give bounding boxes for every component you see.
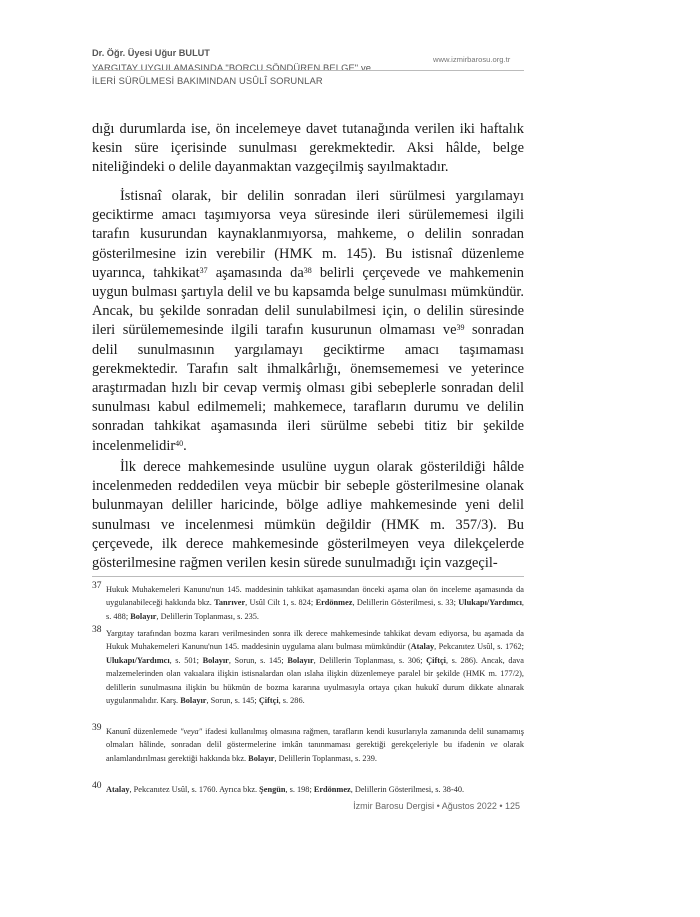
text-run: , Delillerin Gösterilmesi, s. 33; bbox=[352, 598, 459, 608]
text-run: ifadesi kullanılmış olmasına rağmen, tarafların kendi kusurlarıyla zamanında delil sunamamış olmaları hâlinde, sonradan delil göstermelerine imkân tanınmaması gerektiği gerekçeleriyle bu ifadenin bbox=[106, 727, 525, 750]
footnote-text bbox=[106, 583, 524, 623]
footnote-text bbox=[106, 725, 524, 765]
text-run: Hukuk Muhakemeleri Kanunu'nun 145. maddesinin tahkikat aşamasından önceki aşama olan ön inceleme aşamasında da uygulanabileceği hakkında bkz. bbox=[106, 585, 524, 608]
text-run: , s. 488; bbox=[106, 598, 524, 621]
text-run: , s. 286). Ancak, dava malzemelerinden olan vakıalara ilişkin istisnalardan olan ıslaha ilişkin düzenlemeye paralel bir şekilde (HMK m. 177/2), delillerin sunulmasına ilişkin bu hükmün de bozma kararına uyulmasıyla ortaya çıkan hukukî durum dikkate alınarak uygulanmalıdır. Karş. bbox=[106, 655, 524, 706]
footnote-text bbox=[106, 783, 524, 796]
cited-author: Bolayır bbox=[248, 753, 275, 763]
quoted-term: "veya" bbox=[180, 727, 203, 736]
body-paragraph-3 bbox=[92, 458, 524, 573]
cited-author: Atalay bbox=[410, 642, 435, 652]
body-paragraph-1 bbox=[92, 120, 524, 178]
text-run: Kanunî düzenlemede bbox=[106, 727, 180, 736]
page-footer: İzmir Barosu Dergisi • Ağustos 2022 • 125 bbox=[353, 801, 520, 811]
text-run: belirli çerçevede ve mahkemenin uygun bulması şartıyla delil ve bu kapsamda belge sunulması mümkündür. Ancak, bu şekilde sonradan delil sunulabilmesi için, o delilin süresinde ileri sürülememesinde ilgili tarafın kusurunun olmaması ve bbox=[92, 264, 524, 339]
quoted-term: ve bbox=[490, 740, 498, 750]
text-run: . bbox=[183, 437, 187, 454]
footnote-40 bbox=[92, 783, 524, 796]
cited-author: Erdönmez bbox=[315, 598, 353, 608]
body-paragraph-2 bbox=[92, 187, 524, 456]
website-url[interactable]: www.izmirbarosu.org.tr bbox=[433, 55, 511, 64]
text-run: , Pekcanıtez Usûl, s. 1762; bbox=[434, 642, 524, 652]
article-title-line2: İLERİ SÜRÜLMESİ BAKIMINDAN USÛLÎ SORUNLAR bbox=[92, 75, 323, 86]
text-run: olarak anlamlandırılması gerektiği hakkında bkz. bbox=[106, 740, 524, 763]
footnote-ref-40[interactable]: 40 bbox=[175, 438, 184, 448]
cited-author: Bolayır bbox=[180, 696, 207, 706]
text-run: Yargıtay tarafından bozma kararı verilmesinden sonra ilk derece mahkemesinde tahkikat devam ediyorsa, bu aşamada da Hukuk Muhakemeleri Kanunu'nun 145. maddesinin uygulama alanı bulması mümkündür ( bbox=[106, 629, 524, 652]
text-run: sonradan delil sunulmasının yargılamayı geciktirme amacı taşımaması gerekmektedir. Tarafın salt ihmalkârlığı, önemsememesi ve yeterince araştırmadan hızlı bir cevap vermiş olması gibi sebeplerle sonradan delil sunulması kabul edilmemeli; mahkemece, tarafların durumu ve delilin sonradan tahkikat aşamasında ileri sürülme sebebi titiz bir şekilde incelenmelidir bbox=[92, 322, 525, 454]
header-rule bbox=[92, 70, 524, 71]
footnote-number: 37 bbox=[92, 581, 102, 591]
text-run: , Sorun, s. 145; bbox=[228, 655, 288, 665]
cited-author: Bolayır bbox=[202, 655, 229, 665]
text-run: , s. 198; bbox=[285, 785, 314, 794]
footnote-number: 40 bbox=[92, 781, 102, 791]
cited-author: Ulukapı/Yardımcı bbox=[106, 655, 170, 665]
cited-author: Atalay bbox=[106, 785, 130, 794]
text-run: , Pekcanıtez Usûl, s. 1760. Ayrıca bkz. bbox=[129, 785, 260, 794]
cited-author: Tanrıver bbox=[214, 598, 246, 608]
paragraph-text bbox=[92, 187, 524, 456]
text-run: , Delillerin Toplanması, s. 306; bbox=[313, 655, 427, 665]
text-run: , Usûl Cilt 1, s. 824; bbox=[245, 598, 316, 608]
text-run: , Delillerin Toplanması, s. 239. bbox=[274, 753, 377, 763]
cited-author: Bolayır bbox=[287, 655, 314, 665]
text-run: , Delillerin Gösterilmesi, s. 38-40. bbox=[350, 785, 465, 794]
footnote-37 bbox=[92, 583, 524, 623]
footnote-38 bbox=[92, 627, 524, 707]
footnote-number: 38 bbox=[92, 625, 102, 635]
cited-author: Erdönmez bbox=[313, 785, 351, 794]
footnote-text bbox=[106, 627, 524, 707]
cited-author: Bolayır bbox=[130, 611, 157, 621]
cited-author: Çiftçi bbox=[258, 696, 279, 706]
footnote-number: 39 bbox=[92, 723, 102, 733]
cited-author: Çiftçi bbox=[426, 655, 446, 665]
footnote-separator bbox=[92, 576, 524, 577]
text-run: aşamasında da bbox=[207, 264, 304, 281]
text-run: , Sorun, s. 145; bbox=[206, 696, 259, 706]
footnote-ref-37[interactable]: 37 bbox=[199, 265, 208, 275]
text-run: , Delillerin Toplanması, s. 235. bbox=[156, 611, 259, 621]
footnote-ref-39[interactable]: 39 bbox=[456, 323, 465, 333]
paragraph-text: İlk derece mahkemesinde usulüne uygun olarak gösterildiği hâlde incelenmeden reddedilen veya mücbir bir sebeple gösterilmesine olanak bulunmayan deliller haricinde, bölge adliye mahkemesinde yeni delil sunulması ve incelenmesi mümkün değildir (HMK m. 357/3). Bu çerçevede, ilk derece mahkemesinde gösterilmeyen veya dilekçelerde gösterilmesine rağmen verilen kesin sürede sunulmadığı için vazgeçil- bbox=[92, 459, 524, 572]
text-run: İstisnaî olarak, bir delilin sonradan ileri sürülmesi yargılamayı geciktirme amacı taşımıyorsa veya süresinde ileri sürülememesi ilgili tarafın kusurundan kaynaklanmıyorsa, mahkeme, o delilin sonradan gösterilmesine izin verebilir (HMK m. 145). Bu istisnaî düzenleme uyarınca, tahkikat bbox=[92, 188, 524, 281]
cited-author: Ulukapı/Yardımcı bbox=[458, 598, 522, 608]
cited-author: Şengün bbox=[259, 785, 286, 794]
text-run: , s. 501; bbox=[169, 655, 203, 665]
footnote-39 bbox=[92, 725, 524, 765]
footnote-ref-38[interactable]: 38 bbox=[303, 265, 312, 275]
paragraph-text: dığı durumlarda ise, ön incelemeye davet tutanağında verilen iki haftalık kesin süre içerisinde sunulması gerekmektedir. Aksi hâlde, belge niteliğindeki o delile dayanmaktan vazgeçilmiş sayılmaktadır. bbox=[92, 121, 524, 176]
text-run: , s. 286. bbox=[278, 696, 305, 706]
author-name: Dr. Öğr. Üyesi Uğur BULUT bbox=[92, 48, 210, 58]
article-title-line1: YARGITAY UYGULAMASINDA "BORCU SÖNDÜREN BELGE" ve bbox=[92, 62, 372, 73]
